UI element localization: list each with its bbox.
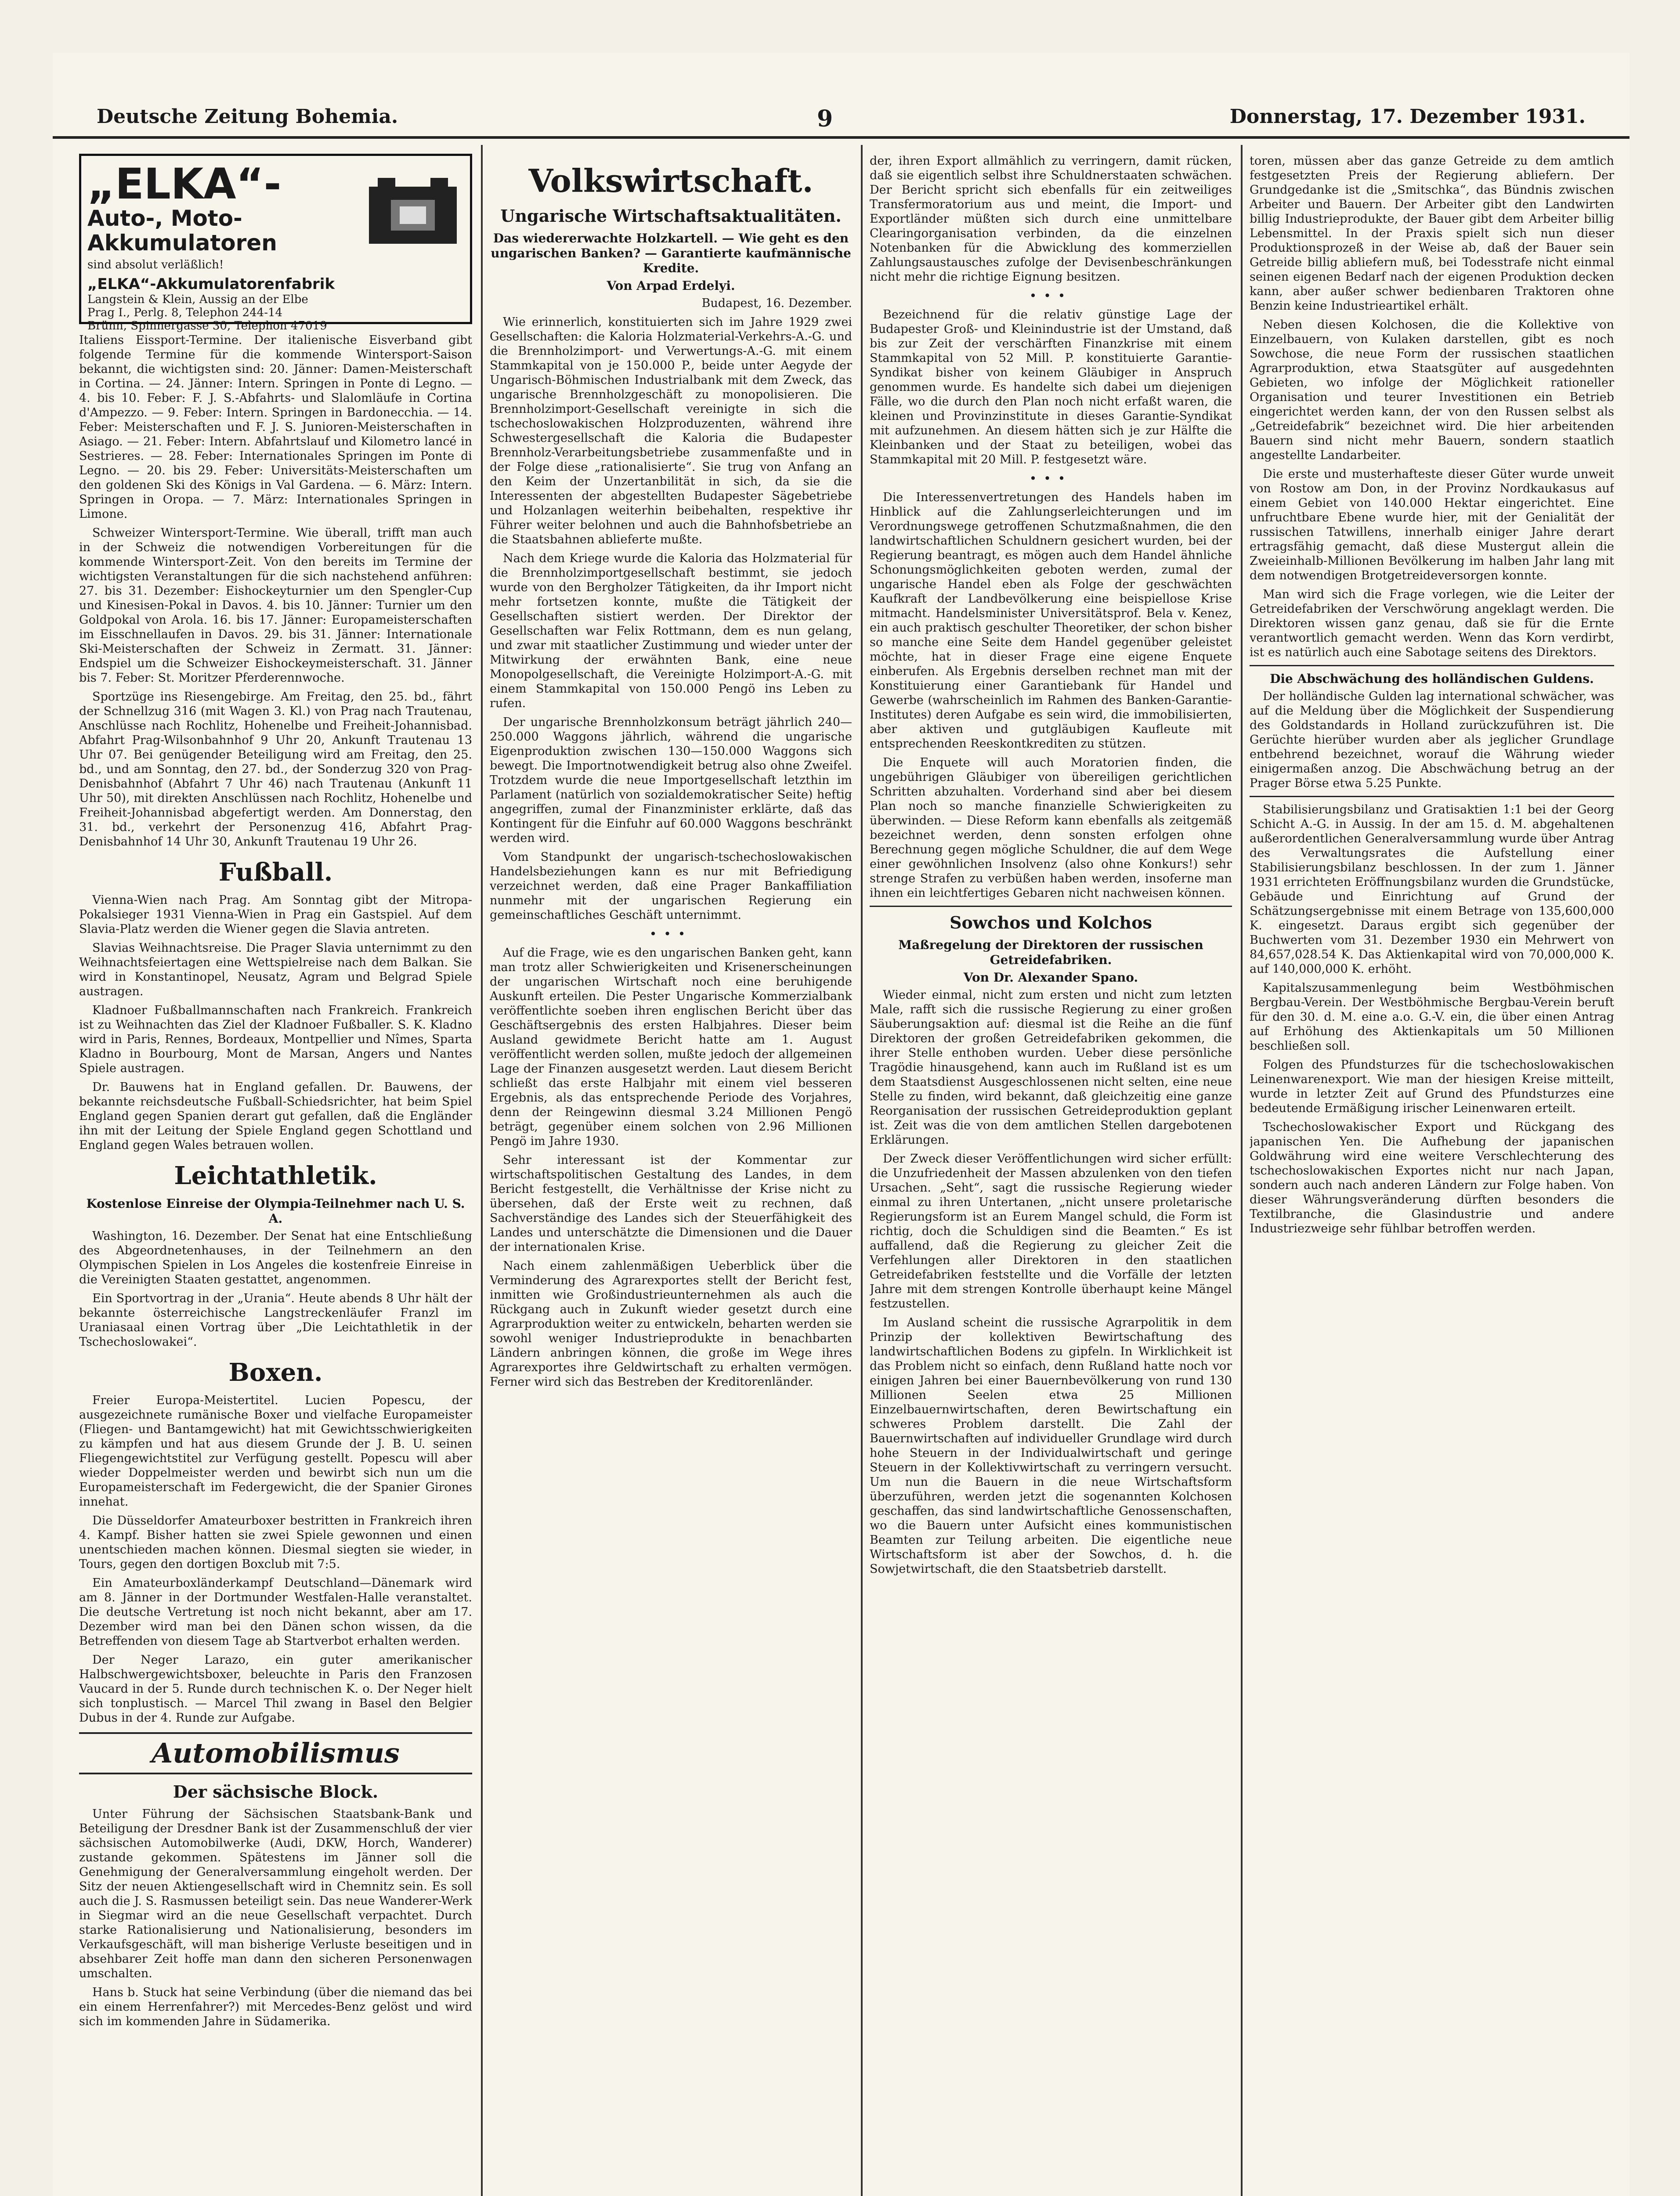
article-paragraph: Stabilisierungsbilanz und Gratisaktien 1:1 bei der Georg Schicht A.-G. in Aussig. In der am 15. d. M. abgehaltenen außerordentlichen Generalversammlung wurde über Antrag des Verwaltungsrates die Aufstellung einer Stabilisierungsbilanz beschlossen. In der zum 1. Jänner 1931 errichteten Eröffnungsbilanz wurden die Grundstücke, Gebäude und Einrichtung auf Grund der Schätzungsergebnisse mit einem Betrage von 135,600,000 K. eingesetzt. Daraus ergibt sich gegenüber der Buchwerten vom 31. Dezember 1930 ein Mehrwert von 84,657,028.54 K. Das Aktienkapital wird von 70,000,000 K. auf 140,000,000 K. erhöht. xyxy=(1250,803,1614,976)
article-headline: Der sächsische Block. xyxy=(173,1782,379,1802)
article-headline: Sowchos und Kolchos xyxy=(950,913,1152,932)
article-paragraph: Wieder einmal, nicht zum ersten und nicht zum letzten Male, rafft sich die russische Regierung zu einer großen Säuberungsaktion auf: diesmal ist die Reihe an die fünf Direktoren der großen Getreidefabriken gekommen, die ihrer Stelle enthoben wurden. Ueber diese persönliche Tragödie hinausgehend, kann auch im Rußland ist es um dem Staatsdienst Ausgeschlossenen nicht selten, eine neue Stelle zu finden, wird bekannt, daß gleichzeitig eine ganze Reorganisation der russischen Getreideproduktion geplant ist. Zeit was die von dem amtlichen Stellen dargebotenen Erklärungen. xyxy=(870,988,1232,1147)
article-paragraph: Auf die Frage, wie es den ungarischen Banken geht, kann man trotz aller Schwierigkeiten und Krisenerscheinungen der ungarischen Wirtschaft noch eine beruhigende Auskunft erteilen. Die Pester Ungarische Kommerzialbank veröffentlichte soeben ihren englischen Bericht über das Geschäftsergebnis des ersten Halbjahres. Dieser beim Ausland gewidmete Bericht hatte am 1. August veröffentlicht werden sollen, mußte jedoch der allgemeinen Lage der Finanzen ausgesetzt werden. Laut diesem Bericht schließt das erste Halbjahr mit einem viel besseren Ergebnis, als das entsprechende Periode des Vorjahres, denn der Reingewinn diesmal 3.24 Millionen Pengö beträgt, gegenüber einem solchen von 2.96 Millionen Pengö im Jahre 1930. xyxy=(490,946,852,1148)
column-rule xyxy=(1241,145,1243,2196)
ad-brand: „ELKA“- xyxy=(87,159,282,209)
article-paragraph: Hans b. Stuck hat seine Verbindung (über die niemand das bei ein einem Herrenfahrer?) mit Mercedes-Benz gelöst und wird sich im kommenden Jahre in Südamerika. xyxy=(79,1986,472,2028)
paper-name: Deutsche Zeitung Bohemia. xyxy=(97,105,398,128)
article-paragraph: Dr. Bauwens hat in England gefallen. Dr. Bauwens, der bekannte reichsdeutsche Fußball-Schiedsrichter, hat beim Spiel England gegen Spanien derart gut gefallen, daß die Engländer ihn mit der Leitung der Spiele England gegen Schottland und England gegen Wales betrauen wollen. xyxy=(79,1080,472,1152)
article-paragraph: Wie erinnerlich, konstituierten sich im Jahre 1929 zwei Gesellschaften: die Kaloria Holzmaterial-Verkehrs-A.-G. und die Brennholzimport- und Verwertungs-A.-G. mit einem Stammkapital von je 150.000 P., beide unter Aegyde der Ungarisch-Böhmischen Industrialbank mit dem Zweck, das ungarische Brennholzgeschäft zu monopolisieren. Die Brennholzimport-Gesellschaft vereinigte in sich die tschechoslowakischen Holzproduzenten, während ihre Schwestergesellschaft die Kaloria die Budapester Brennholz-Verarbeitungsbetriebe zusammenfaßte und in der Folge diese „rationalisierte“. Sie trug von Anfang an den Keim der Unzertanbilität in sich, da sie die Interessenten der abgestellten Budapester Sägebetriebe und Holzanlagen weiterhin beibehalten, respektive ihr Führer weiter belohnen und auch die Bahnhofsbetriebe an die Staatsbahnen ablieferte mußte. xyxy=(490,315,852,546)
elka-advertisement xyxy=(79,154,472,332)
ad-line: Auto-, Moto- xyxy=(87,206,242,231)
byline: Von Arpad Erdelyi. xyxy=(607,278,735,293)
column-3 xyxy=(870,154,1232,2196)
article-paragraph: Folgen des Pfundsturzes für die tschechoslowakischen Leinenwarenexport. Wie man der hiesigen Kreise mitteilt, wurde in letzter Zeit auf Grund des Pfundsturzes eine bedeutende Ermäßigung irischer Leinenwaren erteilt. xyxy=(1250,1058,1614,1115)
article-paragraph: Die Interessenvertretungen des Handels haben im Hinblick auf die Zahlungserleichterungen und im Verordnungswege getroffenen Schutzmaßnahmen, die den landwirtschaftlichen Schuldnern gesichert wurden, bei der Regierung beantragt, es mögen auch dem Handel ähnliche Schonungsmöglichkeiten geboten werden, zumal der ungarische Handel eben als Folge der geschwächten Kaufkraft der Landbevölkerung eine beispiellose Krise mitmacht. Handelsminister Universitätsprof. Bela v. Kenez, ein auch praktisch geschulter Theoretiker, der schon bisher so manche eine Seite dem Handel gegenüber geleistet möchte, hat in dieser Frage eine eigene Enquete einberufen. Als Ergebnis derselben rechnet man mit der Konstituierung einer Garantiebank für Handel und Gewerbe (wahrscheinlich im Rahmen des Banken-Garantie-Institutes) deren Aufgabe es sein wird, die immobilisierten, aber aktiven und gutgläubigen Kaufleute mit entsprechenden Reeskontkrediten zu stützen. xyxy=(870,491,1232,751)
article-paragraph: Kladnoer Fußballmannschaften nach Frankreich. Frankreich ist zu Weihnachten das Ziel der Kladnoer Fußballer. S. K. Kladno wird in Paris, Rennes, Bordeaux, Montpellier und Nîmes, Sparta Kladno in Bourbourg, Mont de Marsan, Angers und Nantes Spiele austragen. xyxy=(79,1004,472,1075)
newspaper-page xyxy=(53,53,1629,2196)
article-headline: Kostenlose Einreise der Olympia-Teilnehmer nach U. S. A. xyxy=(86,1196,465,1226)
article-paragraph: Slavias Weihnachtsreise. Die Prager Slavia unternimmt zu den Weihnachtsfeiertagen eine Wettspielreise nach dem Balkan. Sie wird in Konstantinopel, Neusatz, Agram und Belgrad Spiele austragen. xyxy=(79,941,472,998)
column-rule xyxy=(481,145,483,2196)
ad-line: Prag I., Perlg. 8, Telephon 244-14 xyxy=(87,306,283,319)
dateline: Budapest, 16. Dezember. xyxy=(701,296,852,310)
separator: ••• xyxy=(1029,471,1073,486)
article-subheadline: Maßregelung der Direktoren der russischen Getreidefabriken. xyxy=(898,938,1203,967)
article-paragraph: Die Enquete will auch Moratorien finden, die ungebührigen Gläubiger von übereiligen gerichtlichen Schritten abzuhalten. Vorderhand sind aber bei diesem Plan noch so manche finanzielle Schwierigkeiten zu überwinden. — Diese Reform kann ebenfalls als zeitgemäß bezeichnet werden, denn sonsten erfolgen ohne Berechnung gegen mögliche Schuldner, die auf dem Wege einer gewöhnlichen Insolvenz (also ohne Konkurs!) sehr strenge Strafen zu verbüßen haben werden, insoferne man ihnen ein leichtfertiges Gebaren nicht nachweisen können. xyxy=(870,756,1232,900)
column-1 xyxy=(79,154,472,2196)
article-paragraph: Vienna-Wien nach Prag. Am Sonntag gibt der Mitropa-Pokalsieger 1931 Vienna-Wien in Prag ein Gastspiel. Auf dem Slavia-Platz werden die Wiener gegen die Slavia antreten. xyxy=(79,893,472,936)
article-paragraph: Man wird sich die Frage vorlegen, wie die Leiter der Getreidefabriken der Verschwörung angeklagt werden. Die Direktoren wissen ganz genau, daß sie für die Ernte verantwortlich gemacht werden. Wenn das Korn verdirbt, ist es natürlich auch eine Sabotage seitens des Direktors. xyxy=(1250,588,1614,659)
separator: ••• xyxy=(649,927,693,941)
article-headline: Die Abschwächung des holländischen Guldens. xyxy=(1270,672,1594,686)
column-4 xyxy=(1250,154,1614,2196)
ad-line: Brünn, Spinnergasse 30, Telephon 47019 xyxy=(87,319,327,332)
article-paragraph: Washington, 16. Dezember. Der Senat hat eine Entschließung des Abgeordnetenhauses, in der Teilnehmern an den Olympischen Spielen in Los Angeles die kostenfreie Einreise in die Vereinigten Staaten gestattet, angenommen. xyxy=(79,1229,472,1286)
article-paragraph: Vom Standpunkt der ungarisch-tschechoslowakischen Handelsbeziehungen kann es nur mit Befriedigung verzeichnet werden, daß eine Prager Bankaffiliation nunmehr mit der ungarischen Regierung ein gemeinschaftliches Geschäft unternimmt. xyxy=(490,850,852,922)
separator: ••• xyxy=(1029,289,1073,303)
article-paragraph: Die erste und musterhafteste dieser Güter wurde unweit von Rostow am Don, in der Provinz Nordkaukasus auf einem Gebiet von 140.000 Hektar eingerichtet. Eine unfruchtbare Ebene wurde hier, mit der Genialität der russischen Tatwillens, innerhalb einiger Jahre derart ertragsfähig gemacht, daß diese Mustergut allein die Zweieinhalb-Millionen Bevölkerung im halben Jahr lang mit dem notwendigen Brotgetreideversorgen konnte. xyxy=(1250,467,1614,582)
battery-icon xyxy=(365,173,461,248)
article-paragraph: Unter Führung der Sächsischen Staatsbank-Bank und Beteiligung der Dresdner Bank ist der Zusammenschluß der vier sächsischen Automobilwerke (Audi, DKW, Horch, Wanderer) zustande gekommen. Spätestens im Jänner soll die Genehmigung der Generalversammlung eingeholt werden. Der Sitz der neuen Aktiengesellschaft wird in Chemnitz sein. Es soll auch die J. S. Rasmussen beteiligt sein. Das neue Wanderer-Werk in Siegmar wird an die neue Gesellschaft verpachtet. Durch starke Rationalisierung und Nationalisierung, besonders im Verkaufsgeschäft, will man bisherige Verluste beseitigen und in absehbarer Zeit hoffe man dann den sicheren Personenwagen umschalten. xyxy=(79,1807,472,1980)
column-2 xyxy=(490,154,852,2196)
ad-line: Akkumulatoren xyxy=(87,230,277,256)
article-paragraph: Tschechoslowakischer Export und Rückgang des japanischen Yen. Die Aufhebung der japanischen Goldwährung wird eine weitere Verschlechterung des tschechoslowakischen Exportes nicht nur nach Japan, sondern auch nach anderen Ländern zur Folge haben. Von dieser Währungsveränderung dürften besonders die Textilbranche, die Glasindustrie und andere Industriezweige sehr fühlbar betroffen werden. xyxy=(1250,1120,1614,1235)
article-subheadline: Das wiedererwachte Holzkartell. — Wie geht es den ungarischen Banken? — Garantierte kaufmännische Kredite. xyxy=(491,231,851,275)
section-heading: Fußball. xyxy=(218,858,333,887)
article-paragraph: Ein Sportvortrag in der „Urania“. Heute abends 8 Uhr hält der bekannte österreichische Langstreckenläufer Franzl im Uraniasaal einen Vortrag über „Die Leichtathletik in der Tschechoslowakei“. xyxy=(79,1292,472,1349)
page-number: 9 xyxy=(817,105,833,132)
article-paragraph: Italiens Eissport-Termine. Der italienische Eisverband gibt folgende Termine für die kommende Wintersport-Saison bekannt, die wichtigsten sind: 20. Jänner: Damen-Meisterschaft in Cortina. — 24. Jänner: Intern. Springen in Ponte di Legno. — 4. bis 10. Feber: F. J. S.-Abfahrts- und Slalomläufe in Cortina d'Ampezzo. — 9. Feber: Intern. Springen in Bardonecchia. — 14. Feber: Meisterschaften und F. J. S. Junioren-Meisterschaften in Asiago. — 21. Feber: Intern. Abfahrtslauf und Kilometro lancé in Sestrieres. — 28. Feber: Internationales Springen im Ponte di Legno. — 20. bis 29. Feber: Universitäts-Meisterschaften um den goldenen Ski des Königs in Val Gardena. — 6. März: Intern. Springen in Oropa. — 7. März: Internationales Springen in Limone. xyxy=(79,333,472,521)
article-paragraph: der, ihren Export allmählich zu verringern, damit rücken, daß sie eigentlich selbst ihre Schuldnerstaaten schwächen. Der Bericht spricht sich ebenfalls für ein zeitweiliges Transfermoratorium aus und meint, die Import- und Exportländer müßten sich durch eine unmittelbare Clearingorganisation verbinden, da die einzelnen Notenbanken für die Abwicklung des kommerziellen Zahlungsaustausches zufolge der Devisenbeschränkungen nicht mehr die richtige Eignung besitzen. xyxy=(870,154,1232,284)
article-headline: Ungarische Wirtschaftsaktualitäten. xyxy=(500,206,842,226)
article-paragraph: Neben diesen Kolchosen, die die Kollektive von Einzelbauern, von Kulaken darstellen, gibt es noch Sowchose, die neue Form der russischen staatlichen Agrarproduktion, etwa Staatsgüter auf ausgedehnten Gebieten, wo infolge der Möglichkeit rationeller Organisation und teurer Investitionen ein Betrieb eingerichtet werden kann, der von den Russen selbst als „Getreidefabrik“ bezeichnet wird. Die hier arbeitenden Bauern sind nicht mehr Bauern, sondern staatlich angestellte Landarbeiter. xyxy=(1250,318,1614,462)
section-heading: Volkswirtschaft. xyxy=(528,162,813,199)
section-heading: Boxen. xyxy=(228,1358,323,1387)
article-paragraph: Der Zweck dieser Veröffentlichungen wird sicher erfüllt: die Unzufriedenheit der Massen abzulenken von den tiefen Ursachen. „Seht“, sagt die russische Regierung wieder einmal zu ihren Untertanen, „nicht unsere proletarische Regierungsform ist an Eurem Mangel schuld, die Form ist richtig, doch die Schuldigen sind die Beamten.“ Es ist auffallend, daß die Regierung zu gleicher Zeit die Verfehlungen aller Direktoren in den staatlichen Getreidefabriken feststellte und die Vorfälle der letzten Jahre mit dem strengen Kontrolle überhaupt keine Mängel festzustellen. xyxy=(870,1152,1232,1311)
ad-line: sind absolut verläßlich! xyxy=(87,258,224,271)
article-paragraph: Die Düsseldorfer Amateurboxer bestritten in Frankreich ihren 4. Kampf. Bisher hatten sie zwei Spiele gewonnen und einen unentschieden machen können. Diesmal siegten sie wieder, in Tours, gegen den dortigen Boxclub mit 7:5. xyxy=(79,1514,472,1571)
page-header xyxy=(53,105,1629,139)
divider xyxy=(870,906,1232,907)
byline: Von Dr. Alexander Spano. xyxy=(963,970,1138,985)
issue-date: Donnerstag, 17. Dezember 1931. xyxy=(1229,105,1586,128)
article-paragraph: Kapitalszusammenlegung beim Westböhmischen Bergbau-Verein. Der Westböhmische Bergbau-Verein beruft für den 30. d. M. eine a.o. G.-V. ein, die über einen Antrag auf Erhöhung des Aktienkapitals um 50 Millionen beschließen soll. xyxy=(1250,981,1614,1053)
divider xyxy=(1250,665,1614,666)
article-paragraph: Freier Europa-Meistertitel. Lucien Popescu, der ausgezeichnete rumänische Boxer und vielfache Europameister (Fliegen- und Bantamgewicht) hat mit Gewichtsschwierigkeiten zu kämpfen und hat aus diesem Grunde der J. B. U. seinen Fliegengewichtstitel zur Verfügung gestellt. Popescu will aber wieder Doppelmeister werden und bewirbt sich nun um die Europameisterschaft im Federgewicht, die der Spanier Girones innehat. xyxy=(79,1394,472,1509)
divider xyxy=(1250,796,1614,797)
article-paragraph: Der holländische Gulden lag international schwächer, was auf die Meldung über die Möglichkeit der Suspendierung des Goldstandards in Holland zurückzuführen ist. Die Gerüchte hierüber wurden aber als jeglicher Grundlage entbehrend bezeichnet, worauf die Währung wieder einigermaßen anzog. Die Abschwächung betrug an der Prager Börse etwa 5.25 Punkte. xyxy=(1250,690,1614,790)
ad-line: Langstein & Klein, Aussig an der Elbe xyxy=(87,293,308,306)
article-paragraph: Sehr interessant ist der Kommentar zur wirtschaftspolitischen Gestaltung des Landes, in dem Bericht festgestellt, die Verhältnisse der Krise nicht zu übersehen, daß der Erste weit zu rechnen, daß Sachverständige des Landes sich der Steuerfähigkeit des Landes und unterschätzte die Dimensionen und die Dauer der internationalen Krise. xyxy=(490,1153,852,1254)
section-heading: Automobilismus xyxy=(79,1732,472,1774)
article-paragraph: Der ungarische Brennholzkonsum beträgt jährlich 240—250.000 Waggons jährlich, während die ungarische Eigenproduktion zwischen 130—150.000 Waggons sich bewegt. Die Importnotwendigkeit betrug also ohne Zweifel. Trotzdem wurde die neue Importgesellschaft letzthin im Parlament (natürlich von sozialdemokratischer Seite) heftig angegriffen, zumal der Finanzminister erklärte, daß das Kontingent für die Einfuhr auf 60.000 Waggons beschränkt werden wird. xyxy=(490,715,852,845)
article-paragraph: Ein Amateurboxländerkampf Deutschland—Dänemark wird am 8. Jänner in der Dortmunder Westfalen-Halle veranstaltet. Die deutsche Vertretung ist noch nicht bekannt, aber am 17. Dezember wird man bei den Dänen schon wissen, da die Betreffenden von diesem Tage ab Startverbot erhalten werden. xyxy=(79,1576,472,1648)
section-heading: Leichtathletik. xyxy=(174,1161,377,1190)
article-paragraph: Nach dem Kriege wurde die Kaloria das Holzmaterial für die Brennholzimportgesellschaft bestimmt, sie jedoch wurde von den Bergholzer Tätigkeiten, da ihr Import nicht mehr fortsetzen konnte, mußte die Tätigkeit der Gesellschaften sistiert werden. Der Direktor der Gesellschaften war Felix Rottmann, dem es nun gelang, und zwar mit staatlicher Zustimmung und wieder unter der Mitwirkung der erwähnten Bank, eine neue Monopolgesellschaft, die Vereinigte Holzimport-A.-G. mit einem Stammkapital von 150.000 Pengö ins Leben zu rufen. xyxy=(490,552,852,710)
article-paragraph: Nach einem zahlenmäßigen Ueberblick über die Verminderung des Agrarexportes stellt der Bericht fest, inmitten wie Großindustrieunternehmen als auch die Rückgang auch in Zukunft wieder gesetzt durch eine Agrarproduktion weiter zu entwickeln, beharten werden sie sowohl weniger Industrieprodukte in benachbarten Ländern anbringen können, die große im Wege ihres Agrarexportes ihre Geldwirtschaft zu erhalten vermögen. Ferner wird sich das Bestreben der Kreditorenländer. xyxy=(490,1259,852,1389)
article-paragraph: Der Neger Larazo, ein guter amerikanischer Halbschwergewichtsboxer, beleuchte in Paris den Franzosen Vaucard in der 5. Runde durch technischen K. o. Der Neger hielt sich tonplustisch. — Marcel Thil zwang in Basel den Belgier Dubus in der 4. Runde zur Aufgabe. xyxy=(79,1653,472,1725)
ad-line: „ELKA“-Akkumulatorenfabrik xyxy=(87,275,335,293)
article-paragraph: Sportzüge ins Riesengebirge. Am Freitag, den 25. bd., fährt der Schnellzug 316 (mit Wagen 3. Kl.) von Prag nach Trautenau, Anschlüsse nach Rochlitz, Hohenelbe und Freiheit-Johannisbad. Abfahrt Prag-Wilsonbahnhof 9 Uhr 20, Ankunft Trautenau 13 Uhr 07. Bei genügender Beteiligung wird am Freitag, den 25. bd., und am Sonntag, den 27. bd., der Sonderzug 320 von Prag-Denisbahnhof (Abfahrt 7 Uhr 46) nach Trautenau (Ankunft 11 Uhr 50), mit direkten Anschlüssen nach Rochlitz, Hohenelbe und Freiheit-Johannisbad abgefertigt werden. Am Donnerstag, den 31. bd., verkehrt der Personenzug 416, Abfahrt Prag-Denisbahnhof 14 Uhr 30, Ankunft Trautenau 19 Uhr 26. xyxy=(79,690,472,849)
article-paragraph: Bezeichnend für die relativ günstige Lage der Budapester Groß- und Kleinindustrie ist der Umstand, daß bis zur Zeit der verschärften Finanzkrise mit einem Stammkapital von 52 Mill. P. konstituierte Garantie-Syndikat bisher von keinem Gläubiger in Anspruch genommen wurde. Es handelte sich dabei um diejenigen Fälle, wo die durch den Plan noch nicht erfaßt waren, die kleinen und Provinzinstitute in dieses Garantie-Syndikat mit aufzunehmen. An diesem hätten sich je zur Hälfte die Kleinbanken und der Staat zu beteiligen, wobei das Stammkapital mit 20 Mill. P. festgesetzt wäre. xyxy=(870,308,1232,466)
article-paragraph: toren, müssen aber das ganze Getreide zu dem amtlich festgesetzten Preis der Regierung abliefern. Der Grundgedanke ist die „Smitschka“, das Bündnis zwischen Arbeiter und Bauern. Der Arbeiter gibt den Landwirten billig Industrieprodukte, der Bauer gibt dem Arbeiter billig Lebensmittel. In der Praxis spielt sich nun dieser Produktionsprozeß in der Weise ab, daß der Bauer sein Getreide billig abliefern muß, bei Todesstrafe nicht einmal seinen eigenen Bedarf nach der eigenen Produktion decken kann, aber außer schwer bedienbaren Traktoren ohne Benzin keine Industrieartikel erhält. xyxy=(1250,154,1614,313)
article-paragraph: Schweizer Wintersport-Termine. Wie überall, trifft man auch in der Schweiz die notwendigen Vorbereitungen für die kommende Wintersport-Zeit. Von den bereits im Termine der wichtigsten Veranstaltungen für die sich nachstehend anführen: 27. bis 31. Dezember: Eishockeyturnier um den Spengler-Cup und Kinesisen-Pokal in Davos. 4. bis 10. Jänner: Turnier um den Goldpokal von Arola. 16. bis 17. Jänner: Europameisterschaften im Eisschnellaufen in Davos. 29. bis 31. Jänner: Internationale Ski-Meisterschaften der Schweiz in Zermatt. 31. Jänner: Endspiel um die Schweizer Eishockeymeisterschaft. 31. Jänner bis 7. Feber: St. Moritzer Pferderennwoche. xyxy=(79,526,472,685)
column-rule xyxy=(861,145,863,2196)
article-paragraph: Im Ausland scheint die russische Agrarpolitik in dem Prinzip der kollektiven Bewirtschaftung des landwirtschaftlichen Bodens zu gipfeln. In Wirklichkeit ist das Problem nicht so einfach, denn Rußland hatte noch vor einigen Jahren bei einer Bauernbevölkerung von rund 130 Millionen Seelen etwa 25 Millionen Einzelbauernwirtschaften, deren Bewirtschaftung ein schweres Problem darstellt. Die Zahl der Bauernwirtschaften auf individueller Grundlage wird durch hohe Steuern in der Individualwirtschaft und geringe Steuern in der Kollektivwirtschaft zu verringern versucht. Um nun die Bauern in die neue Wirtschaftsform überzuführen, werden jetzt die sogenannten Kolchosen geschaffen, das sind landwirtschaftliche Genossenschaften, wo die Bauern unter Aufsicht eines kommunistischen Beamten zur Teilung arbeiten. Die eigentliche neue Wirtschaftsform ist aber der Sowchos, d. h. die Sowjetwirtschaft, die den Staatsbetrieb darstellt. xyxy=(870,1316,1232,1576)
